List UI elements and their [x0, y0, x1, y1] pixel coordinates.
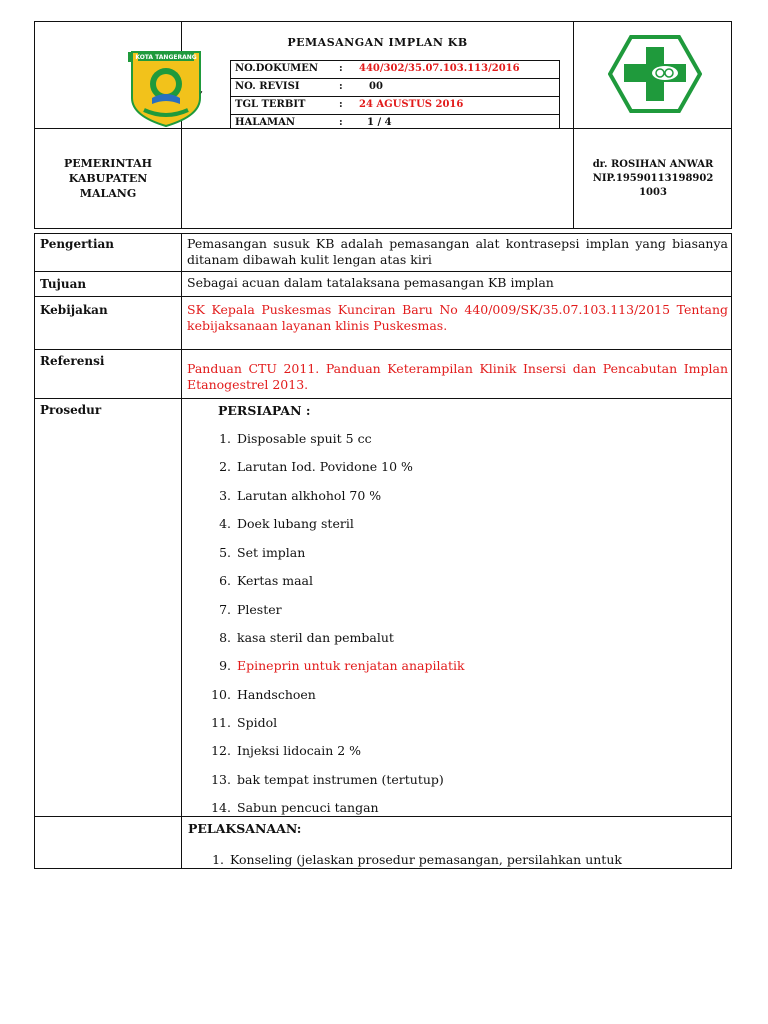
meta-value: 24 AGUSTUS 2016	[359, 99, 464, 110]
persiapan-item	[201, 602, 282, 617]
item-number: 6.	[219, 573, 231, 588]
table-row-divider	[34, 816, 732, 817]
signatory-name: dr. ROSIHAN ANWAR	[592, 159, 714, 170]
persiapan-item	[201, 516, 354, 531]
item-number: 8.	[219, 630, 231, 645]
persiapan-item	[201, 459, 413, 474]
item-text: Spidol	[237, 715, 278, 730]
kota-tangerang-logo	[126, 50, 204, 128]
persiapan-item	[201, 743, 361, 758]
organization-name	[36, 156, 180, 201]
table-row-divider	[34, 271, 732, 272]
item-text: Kertas maal	[237, 573, 313, 588]
item-text: Doek lubang steril	[237, 516, 354, 531]
header-divider	[573, 21, 574, 229]
item-text: Larutan Iod. Povidone 10 %	[237, 459, 413, 474]
persiapan-item	[201, 772, 444, 787]
meta-row-halaman	[230, 114, 560, 129]
text-kebijakan: SK Kepala Puskesmas Kunciran Baru No 440/009/SK/35.07.103.113/2015 Tentang kebijaksanaan layanan klinis Puskesmas.	[187, 302, 728, 333]
table-row-divider	[34, 296, 732, 297]
item-text: bak tempat instrumen (tertutup)	[237, 772, 444, 787]
persiapan-heading: PERSIAPAN :	[218, 403, 311, 418]
item-text: Set implan	[237, 545, 306, 560]
label-prosedur: Prosedur	[40, 403, 102, 417]
text-pengertian: Pemasangan susuk KB adalah pemasangan alat kontrasepsi implan yang biasanya ditanam dibawah kulit lengan atas kiri	[187, 236, 728, 267]
item-number: 10.	[211, 687, 231, 702]
signatory-nip-cont: 1003	[639, 187, 667, 198]
persiapan-item	[201, 715, 277, 730]
svg-text:,: ,	[200, 84, 204, 95]
persiapan-item	[201, 488, 381, 503]
persiapan-item	[201, 658, 465, 673]
org-line: MALANG	[79, 187, 137, 200]
meta-key: NO. REVISI	[235, 81, 300, 92]
table-column-divider	[181, 233, 182, 869]
meta-value: 440/302/35.07.103.113/2016	[359, 63, 520, 74]
item-number: 7.	[219, 602, 231, 617]
meta-colon: :	[339, 63, 343, 74]
text-tujuan: Sebagai acuan dalam tatalaksana pemasangan KB implan	[187, 275, 554, 290]
persiapan-item	[201, 630, 394, 645]
item-number: 3.	[219, 488, 231, 503]
text-referensi: Panduan CTU 2011. Panduan Keterampilan Klinik Insersi dan Pencabutan Implan Etanogestrel 2013.	[187, 361, 728, 392]
meta-row-no-revisi	[230, 78, 560, 96]
item-number: 2.	[219, 459, 231, 474]
meta-key: NO.DOKUMEN	[235, 63, 319, 74]
persiapan-item	[201, 573, 313, 588]
meta-row-no-dokumen	[230, 60, 560, 78]
pelaksanaan-item	[194, 852, 622, 867]
meta-colon: :	[339, 117, 343, 128]
puskesmas-logo	[608, 35, 702, 113]
meta-value: 1 / 4	[367, 117, 392, 128]
table-row-divider	[34, 398, 732, 399]
meta-value: 00	[369, 81, 383, 92]
item-text: Sabun pencuci tangan	[237, 800, 379, 815]
table-row-divider	[34, 349, 732, 350]
persiapan-item	[201, 687, 316, 702]
item-number: 14.	[211, 800, 231, 815]
meta-key: TGL TERBIT	[235, 99, 306, 110]
item-number: 1.	[219, 431, 231, 446]
item-number: 1.	[212, 852, 224, 867]
document-title: PEMASANGAN IMPLAN KB	[287, 36, 468, 49]
persiapan-item	[201, 431, 372, 446]
persiapan-item	[201, 800, 379, 815]
org-line: KABUPATEN	[68, 172, 148, 185]
item-number: 11.	[211, 715, 231, 730]
label-pengertian: Pengertian	[40, 237, 115, 251]
item-text: Plester	[237, 602, 282, 617]
item-number: 12.	[211, 743, 231, 758]
item-text: Disposable spuit 5 cc	[237, 431, 372, 446]
svg-text:KOTA TANGERANG: KOTA TANGERANG	[135, 54, 197, 61]
meta-colon: :	[339, 81, 343, 92]
meta-key: HALAMAN	[235, 117, 295, 128]
item-text: Larutan alkhohol 70 %	[237, 488, 382, 503]
item-text: kasa steril dan pembalut	[237, 630, 394, 645]
signatory-nip: NIP.19590113198902	[592, 173, 714, 184]
item-text: Konseling (jelaskan prosedur pemasangan, persilahkan untuk	[230, 852, 622, 867]
label-kebijakan: Kebijakan	[40, 303, 108, 317]
signatory	[576, 158, 730, 200]
item-number: 9.	[219, 658, 231, 673]
item-number: 13.	[211, 772, 231, 787]
item-number: 4.	[219, 516, 231, 531]
label-tujuan: Tujuan	[40, 277, 87, 291]
label-referensi: Referensi	[40, 354, 105, 368]
persiapan-item	[201, 545, 305, 560]
pelaksanaan-heading: PELAKSANAAN:	[188, 821, 302, 836]
item-number: 5.	[219, 545, 231, 560]
item-text: Injeksi lidocain 2 %	[237, 743, 362, 758]
org-line: PEMERINTAH	[63, 157, 153, 170]
meta-colon: :	[339, 99, 343, 110]
meta-row-tgl-terbit	[230, 96, 560, 114]
item-text: Handschoen	[237, 687, 316, 702]
item-text: Epineprin untuk renjatan anapilatik	[237, 658, 465, 673]
